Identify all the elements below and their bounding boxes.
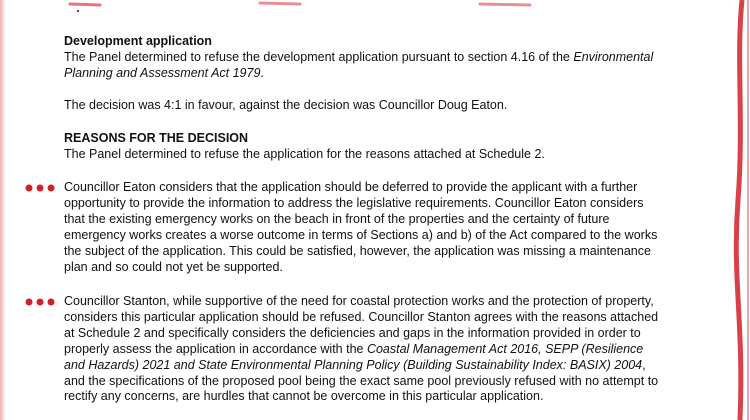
dev-application-heading: Development application <box>64 34 212 48</box>
stanton-section <box>64 294 664 405</box>
eaton-bullet-dots-icon <box>24 182 58 194</box>
right-edge-red-marks <box>724 0 750 420</box>
left-edge-shadow <box>0 0 6 420</box>
stanton-bullet-dots-icon <box>24 296 58 308</box>
decision-section <box>64 98 664 114</box>
top-red-marks <box>60 0 700 14</box>
reasons-section <box>64 131 664 163</box>
stanton-paragraph: Councillor Stanton, while supportive of the need for coastal protection works and the protection of property, considers this particular application should be refused. Councillor Stanton agrees with the reasons attached at Schedule 2 and specifically considers the deficiencies and gaps in the information provided in order to properly assess the application in accordance with the Coastal Management Act 2016, SEPP (Resilience and Hazards) 2021 and State Environmental Planning Policy (Building Sustainability Index: BASIX) 2004, and the specifications of the proposed pool being the exact same pool previously refused with no attempt to rectify any concerns, are hurdles that cannot be overcome in this particular application. <box>64 294 659 404</box>
decision-paragraph: The decision was 4:1 in favour, against the decision was Councillor Doug Eaton. <box>64 98 508 112</box>
dev-application-section <box>64 34 664 82</box>
reasons-heading: REASONS FOR THE DECISION <box>64 131 249 145</box>
reasons-paragraph: The Panel determined to refuse the application for the reasons attached at Schedule 2. <box>64 146 545 161</box>
eaton-section <box>64 180 664 275</box>
dev-application-paragraph: The Panel determined to refuse the development application pursuant to section 4.16 of the Environmental Planning and Assessment Act 1979. <box>64 49 654 80</box>
eaton-paragraph: Councillor Eaton considers that the application should be deferred to provide the applicant with a further opportunity to provide the information to address the legislative requirements. Councillor Eaton considers that the existing emergency works on the beach in front of the properties and the certainty of future emergency works creates a worse outcome in terms of Sections a) and b) of the Act compared to the works the subject of the application. This could be satisfied, however, the application was missing a maintenance plan and so could not yet be supported. <box>64 180 658 274</box>
